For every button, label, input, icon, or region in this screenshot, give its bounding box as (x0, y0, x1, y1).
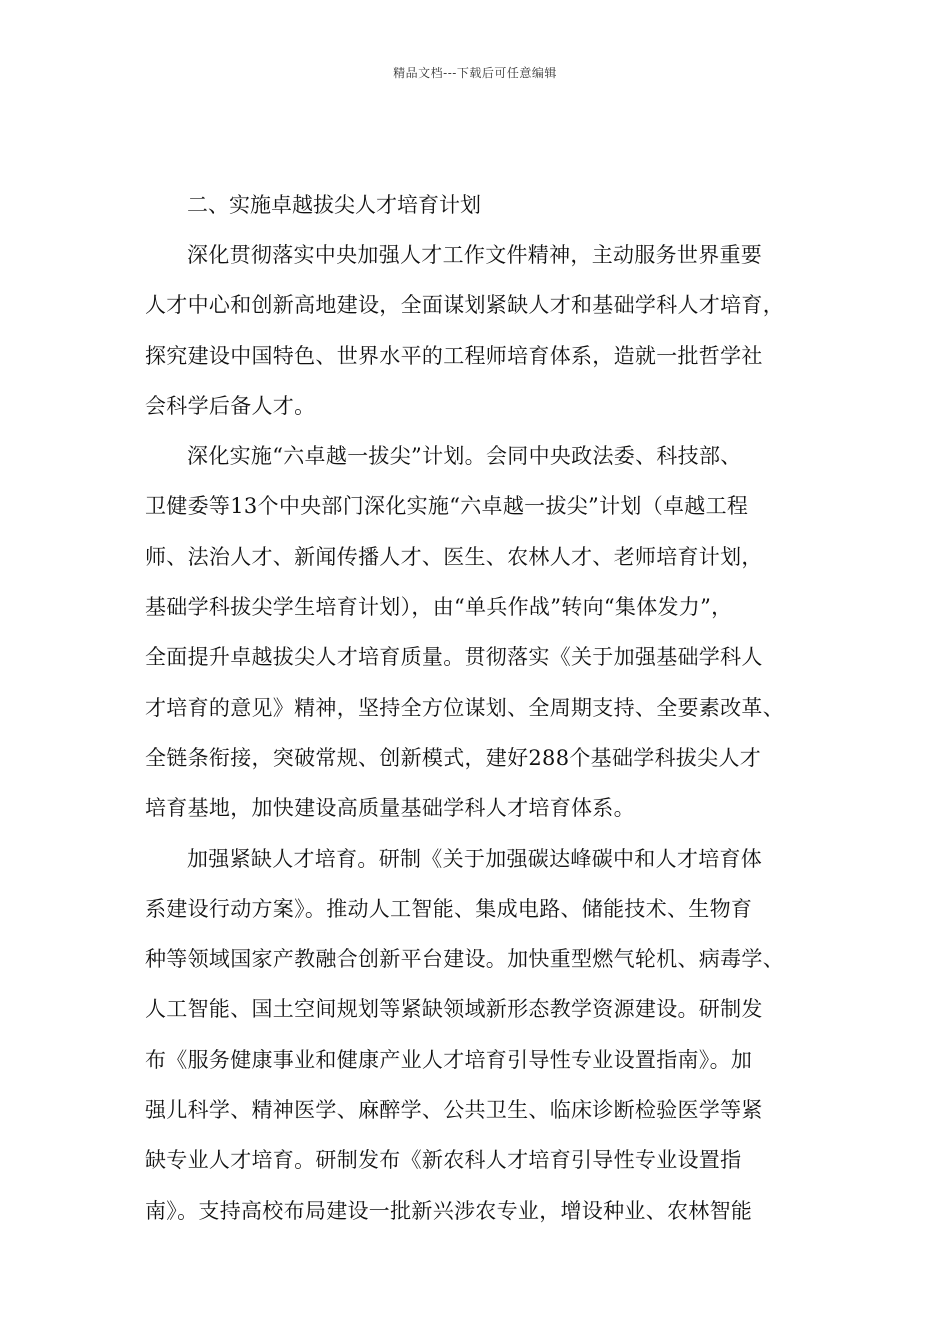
paragraph-1 (145, 230, 815, 431)
paragraph-line: 强儿科学、精神医学、麻醉学、公共卫生、临床诊断检验医学等紧 (145, 1098, 763, 1123)
document-body (145, 180, 815, 1236)
paragraph-line: 师、法治人才、新闻传播人才、医生、农林人才、老师培育计划， (145, 544, 763, 569)
paragraph-line: 卫健委等13个中央部门深化实施“六卓越一拔尖”计划（卓越工程 (145, 494, 749, 519)
page-header: 精品文档---下载后可任意编辑 (393, 66, 557, 80)
paragraph-line: 人才中心和创新高地建设，全面谋划紧缺人才和基础学科人才培育， (145, 293, 784, 318)
paragraph-line: 缺专业人才培育。研制发布《新农科人才培育引导性专业设置指 (145, 1148, 742, 1173)
paragraph-line: 全链条衔接，突破常规、创新模式，建好288个基础学科拔尖人才 (145, 745, 762, 770)
paragraph-line: 人工智能、国土空间规划等紧缺领域新形态教学资源建设。研制发 (145, 997, 763, 1022)
paragraph-2 (145, 431, 815, 833)
section-heading: 二、实施卓越拔尖人才培育计划 (187, 193, 481, 217)
paragraph-line: 加强紧缺人才培育。研制《关于加强碳达峰碳中和人才培育体 (187, 846, 763, 871)
paragraph-line: 培育基地，加快建设高质量基础学科人才培育体系。 (145, 796, 635, 821)
paragraph-3 (145, 834, 815, 1236)
paragraph-line: 南》。支持高校布局建设一批新兴涉农专业，增设种业、农林智能 (145, 1198, 753, 1223)
paragraph-line: 探究建设中国特色、世界水平的工程师培育体系，造就一批哲学社 (145, 343, 763, 368)
paragraph-line: 才培育的意见》精神，坚持全方位谋划、全周期支持、全要素改革、 (145, 695, 784, 720)
paragraph-line: 会科学后备人才。 (145, 393, 316, 418)
paragraph-line: 基础学科拔尖学生培育计划），由“单兵作战”转向“集体发力”， (145, 595, 733, 620)
paragraph-line: 布《服务健康事业和健康产业人才培育引导性专业设置指南》。加 (145, 1047, 753, 1072)
paragraph-line: 深化实施“六卓越一拔尖”计划。会同中央政法委、科技部、 (187, 444, 742, 469)
paragraph-line: 种等领域国家产教融合创新平台建设。加快重型燃气轮机、病毒学、 (145, 947, 784, 972)
paragraph-line: 系建设行动方案》。推动人工智能、集成电路、储能技术、生物育 (145, 896, 753, 921)
paragraph-line: 深化贯彻落实中央加强人才工作文件精神，主动服务世界重要 (187, 243, 763, 267)
paragraph-line: 全面提升卓越拔尖人才培育质量。贯彻落实《关于加强基础学科人 (145, 645, 763, 670)
